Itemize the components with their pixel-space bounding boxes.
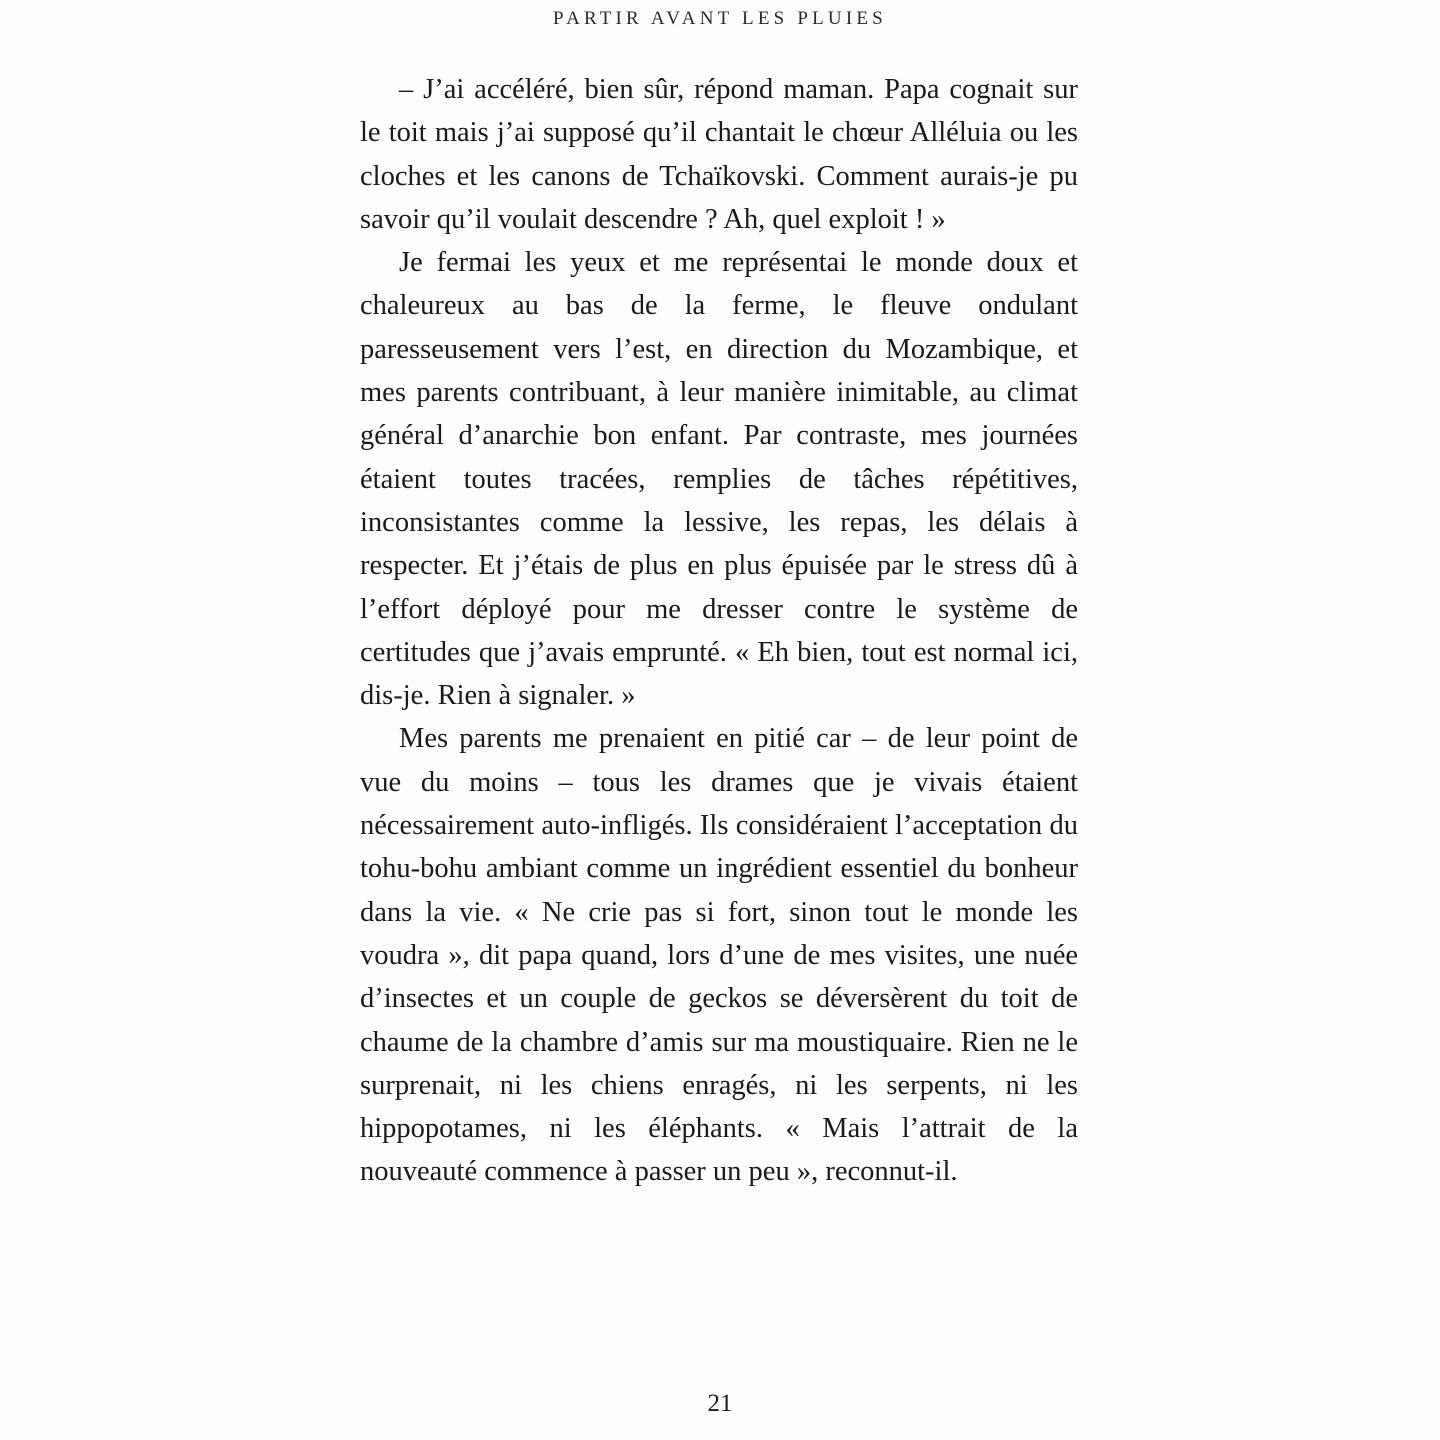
paragraph: – J’ai accéléré, bien sûr, répond maman. Papa cognait sur le toit mais j’ai supposé qu’il chantait le chœur Alléluia ou les cloches et les canons de Tchaïkovski. Comment aurais-je pu savoir qu’il voulait descendre ? Ah, quel exploit ! » [360,74,1078,235]
body-text [360,68,1078,1194]
paragraph: Mes parents me prenaient en pitié car – de leur point de vue du moins – tous les drames que je vivais étaient nécessairement auto-infligés. Ils considéraient l’acceptation du tohu-bohu ambiant comme un ingrédient essentiel du bonheur dans la vie. « Ne crie pas si fort, sinon tout le monde les voudra », dit papa quand, lors d’une de mes visites, une nuée d’insectes et un couple de geckos se déversèrent du toit de chaume de la chambre d’amis sur ma moustiquaire. Rien ne le surprenait, ni les chiens enragés, ni les serpents, ni les hippopotames, ni les éléphants. « Mais l’attrait de la nouveauté commence à passer un peu », reconnut-il. [360,723,1078,1188]
running-head: PARTIR AVANT LES PLUIES [553,8,887,29]
page-number: 21 [707,1390,733,1417]
paragraph: Je fermai les yeux et me représentai le monde doux et chaleureux au bas de la ferme, le fleuve ondulant paresseusement vers l’est, en direction du Mozambique, et mes parents contribuant, à leur manière inimitable, au climat général d’anarchie bon enfant. Par contraste, mes journées étaient toutes tracées, remplies de tâches répétitives, inconsistantes comme la lessive, les repas, les délais à respecter. Et j’étais de plus en plus épuisée par le stress dû à l’effort déployé pour me dresser contre le système de certitudes que j’avais emprunté. « Eh bien, tout est normal ici, dis-je. Rien à signaler. » [360,247,1078,712]
